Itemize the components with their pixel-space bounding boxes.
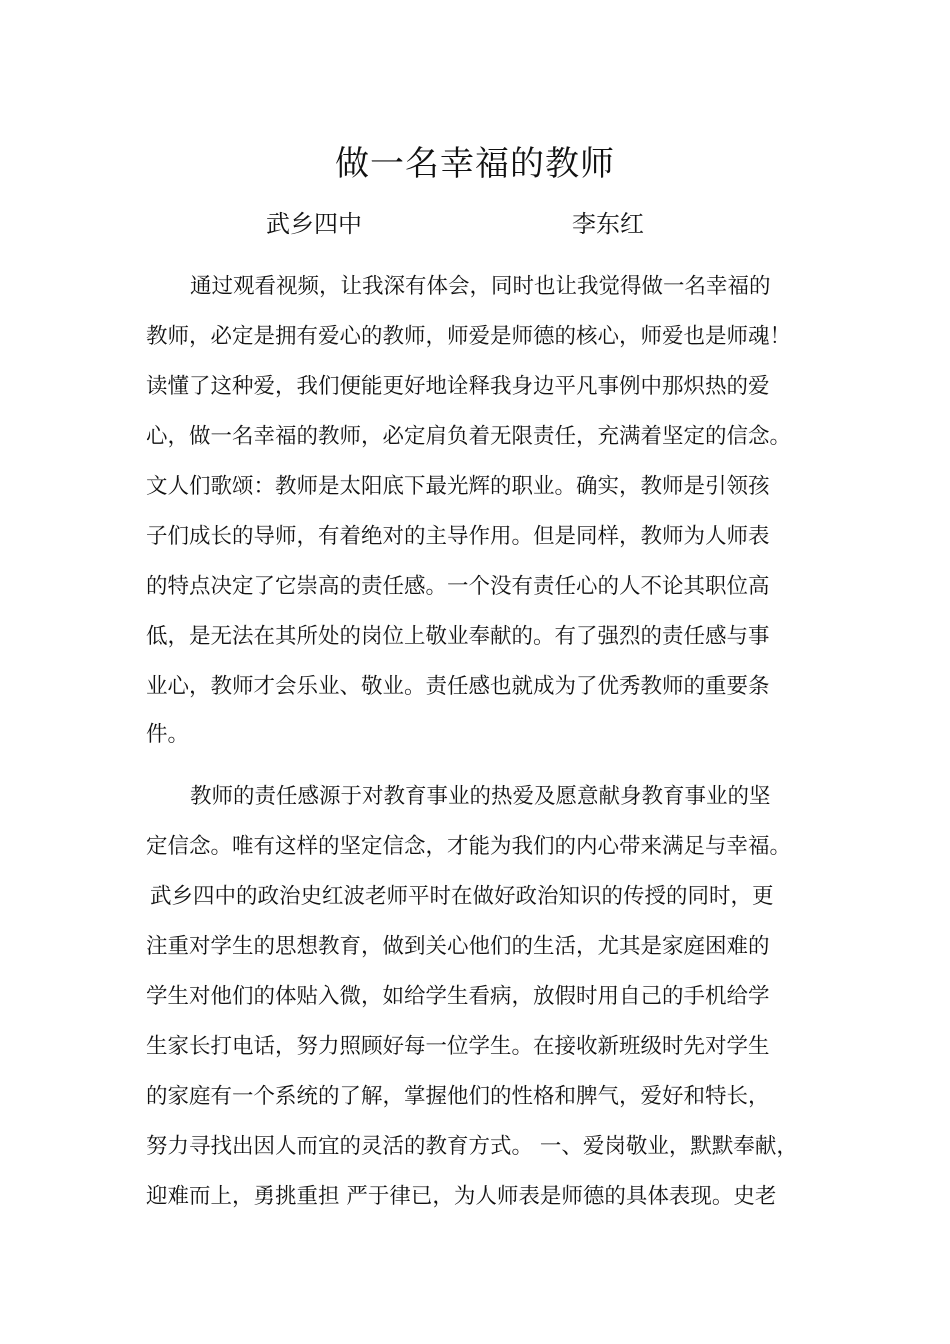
paragraph-1-line-7: 的特点决定了它崇高的责任感。一个没有责任心的人不论其职位高 (146, 574, 770, 599)
paragraph-1-line-2: 教师，必定是拥有爱心的教师，师爱是师德的核心，师爱也是师魂！ (146, 324, 792, 349)
paragraph-1-line-6: 子们成长的导师，有着绝对的主导作用。但是同样，教师为人师表 (146, 524, 770, 549)
paragraph-1-line-4: 心，做一名幸福的教师，必定肩负着无限责任，充满着坚定的信念。 (146, 424, 792, 449)
paragraph-2-line-3: 武乡四中的政治史红波老师平时在做好政治知识的传授的同时，更 (150, 884, 774, 909)
paragraph-1-line-10: 件。 (146, 722, 190, 747)
document-title: 做一名幸福的教师 (335, 144, 615, 184)
paragraph-1-line-8: 低，是无法在其所处的岗位上敬业奉献的。有了强烈的责任感与事 (146, 624, 770, 649)
paragraph-2-line-8: 努力寻找出因人而宜的灵活的教育方式。 一、爱岗敬业，默默奉献， (146, 1134, 798, 1159)
author-name: 李东红 (572, 210, 644, 238)
paragraph-1-line-9: 业心，教师才会乐业、敬业。责任感也就成为了优秀教师的重要条 (146, 674, 770, 699)
paragraph-2-line-2: 定信念。唯有这样的坚定信念，才能为我们的内心带来满足与幸福。 (146, 834, 792, 859)
paragraph-2-line-1: 教师的责任感源于对教育事业的热爱及愿意献身教育事业的坚 (190, 784, 771, 809)
paragraph-1-line-1: 通过观看视频，让我深有体会，同时也让我觉得做一名幸福的 (190, 274, 771, 299)
paragraph-2-line-7: 的家庭有一个系统的了解，掌握他们的性格和脾气，爱好和特长， (146, 1084, 770, 1109)
paragraph-1-line-3: 读懂了这种爱，我们便能更好地诠释我身边平凡事例中那炽热的爱 (146, 374, 770, 399)
paragraph-2-line-5: 学生对他们的体贴入微，如给学生看病，放假时用自己的手机给学 (146, 984, 770, 1009)
paragraph-1-line-5: 文人们歌颂：教师是太阳底下最光辉的职业。确实，教师是引领孩 (146, 474, 770, 499)
paragraph-2-line-4: 注重对学生的思想教育，做到关心他们的生活，尤其是家庭困难的 (146, 934, 770, 959)
school-name: 武乡四中 (266, 210, 362, 238)
paragraph-2-line-9: 迎难而上，勇挑重担 严于律已，为人师表是师德的具体表现。史老 (146, 1184, 777, 1209)
paragraph-2-line-6: 生家长打电话，努力照顾好每一位学生。在接收新班级时先对学生 (146, 1034, 770, 1059)
